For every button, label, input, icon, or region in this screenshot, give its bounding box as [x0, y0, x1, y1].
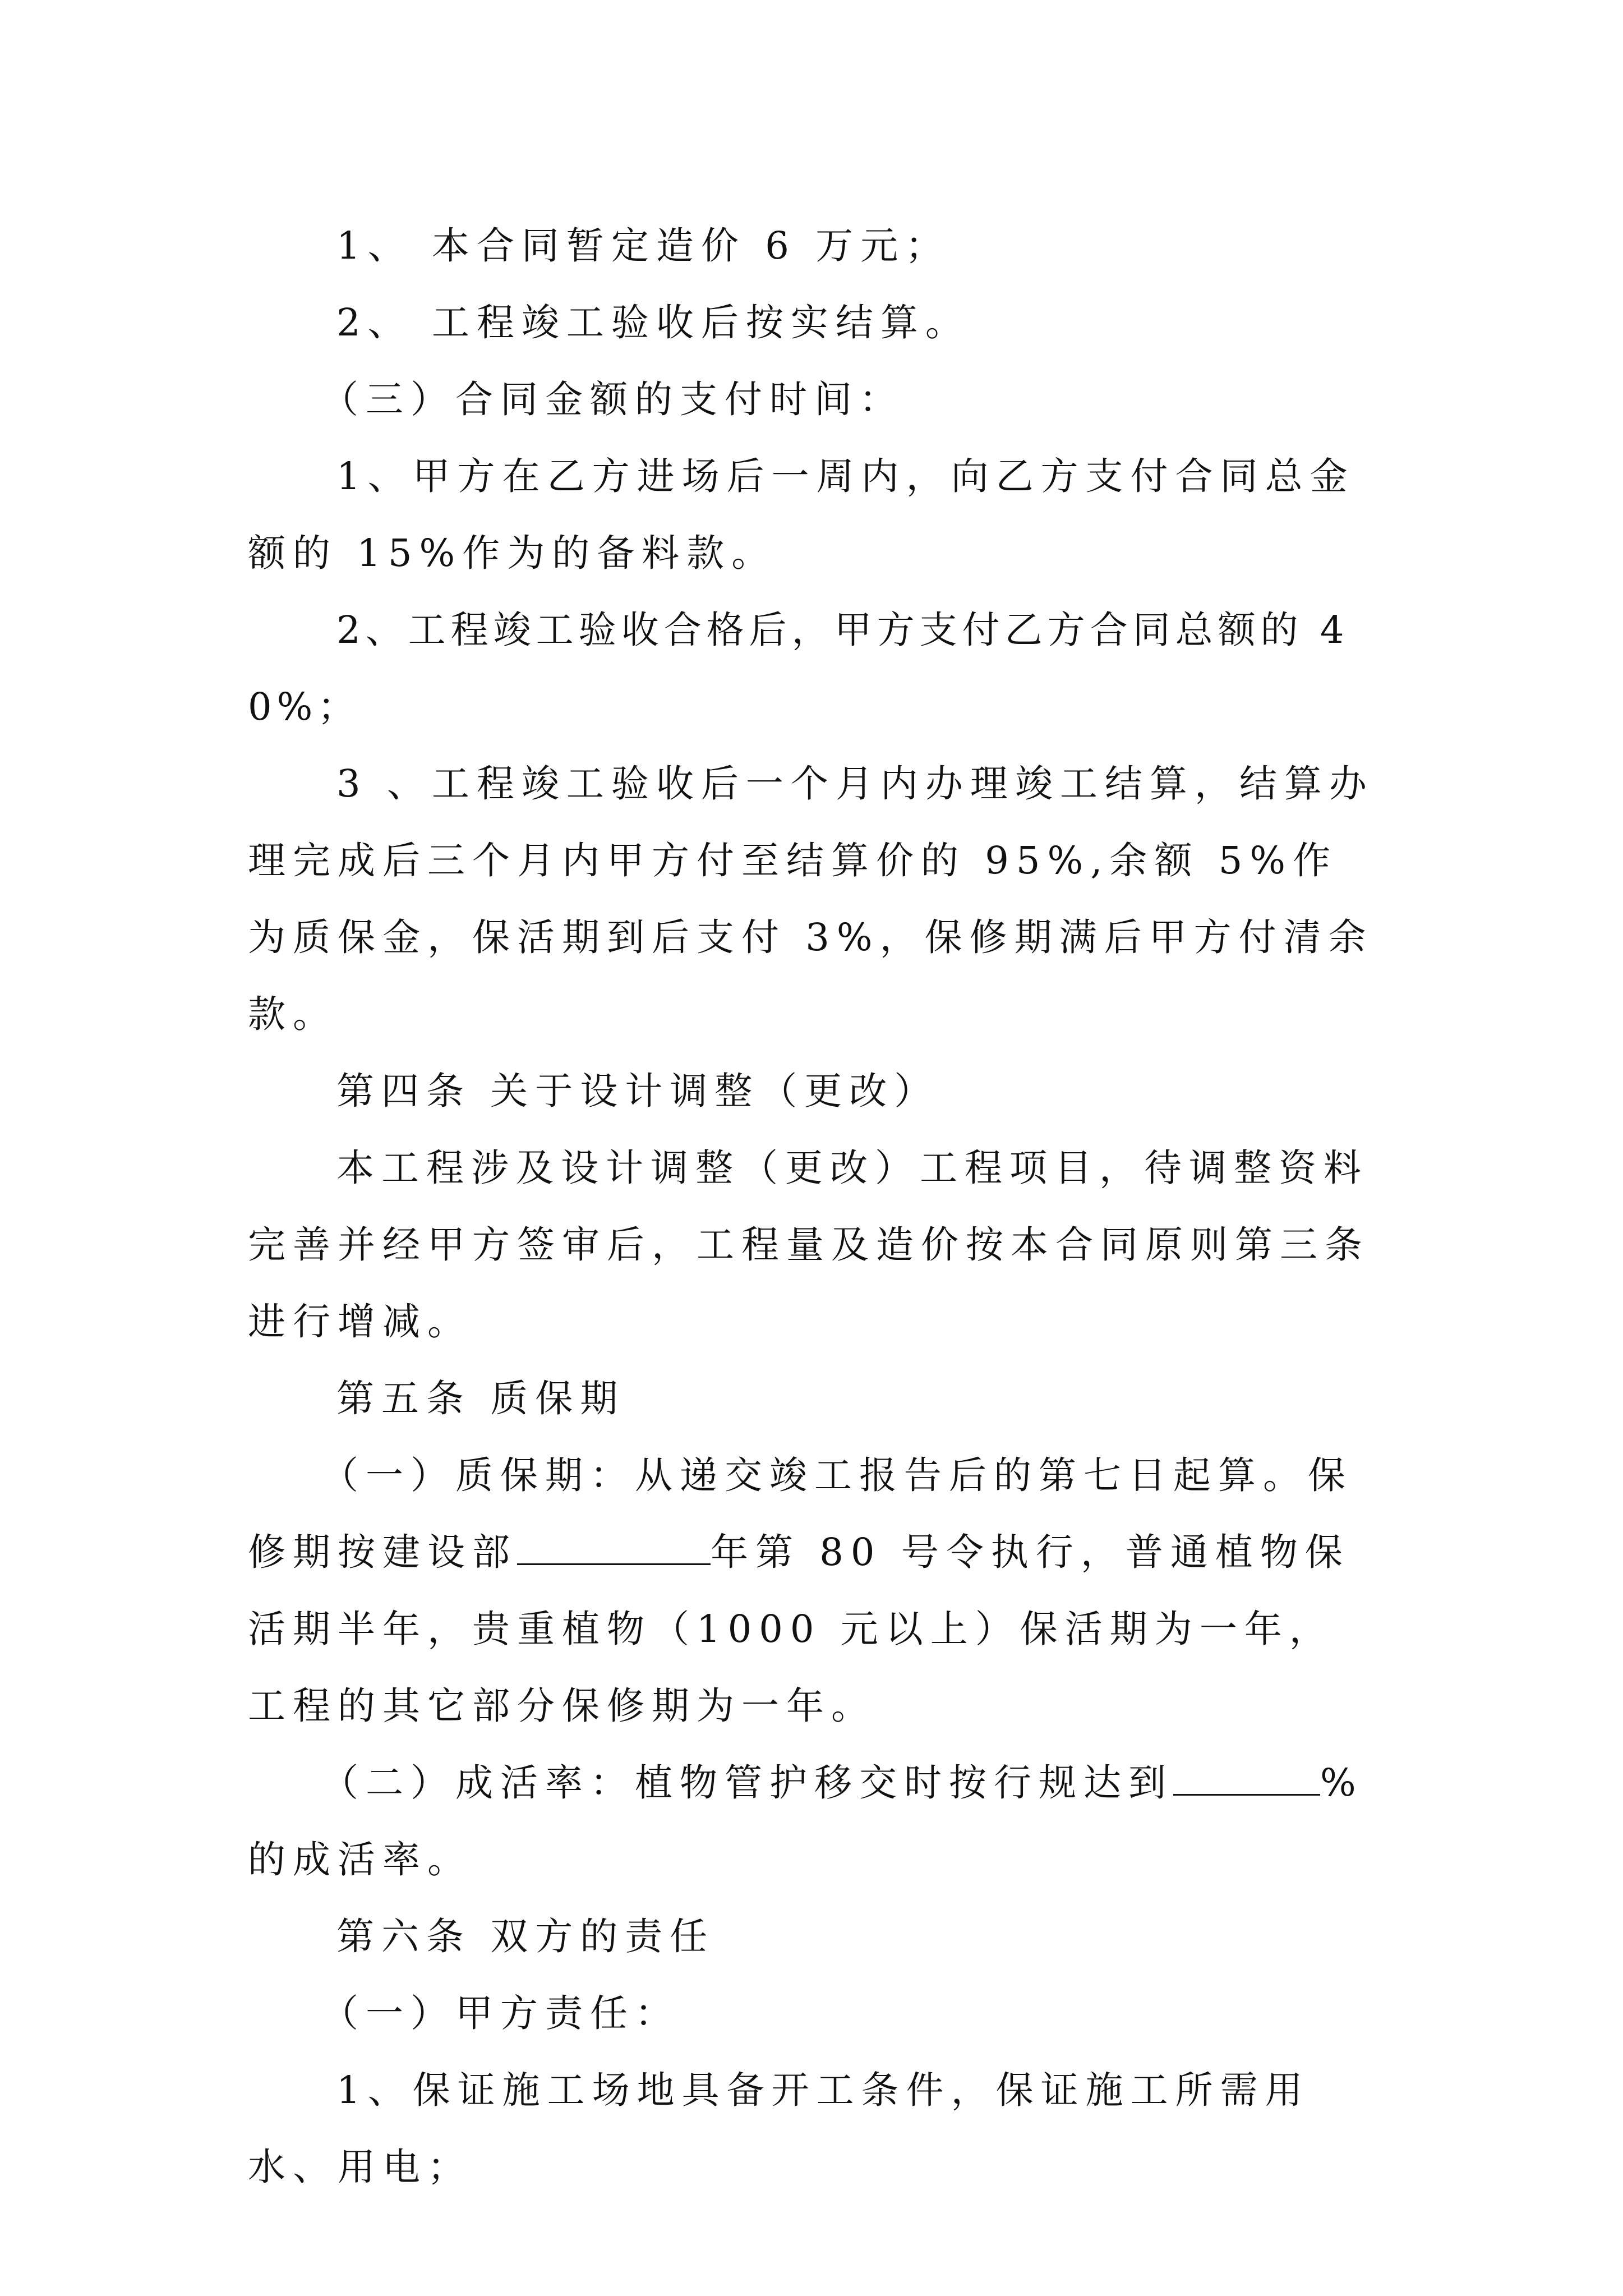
paragraph-advance-payment: 1、甲方在乙方进场后一周内，向乙方支付合同总金额的 15%作为的备料款。 — [248, 454, 1355, 575]
article-four-heading: 第四条 关于设计调整（更改） — [336, 1069, 939, 1113]
paragraph-settlement-terms: 3 、工程竣工验收后一个月内办理竣工结算，结算办理完成后三个月内甲方付至结算价的 95%,余额 5%作为质保金，保活期到后支付 3%，保修期满后甲方付清余款。 — [248, 762, 1374, 1036]
article-six-heading: 第六条 双方的责任 — [336, 1915, 715, 1958]
paragraph-survival-rate — [248, 1745, 1375, 1898]
section-payment-time: （三）合同金额的支付时间： — [321, 378, 904, 421]
paragraph-warranty-period — [248, 1437, 1375, 1745]
survival-text-after: %的成活率。 — [248, 1761, 1363, 1881]
warranty-text-before: （一）质保期：从递交竣工报告后的第七日起算。保修期按建设部 — [248, 1453, 1353, 1574]
paragraph-site-conditions: 1、保证施工场地具备开工条件，保证施工所需用水、用电； — [248, 2068, 1310, 2189]
blank-field-percentage — [1173, 1761, 1320, 1796]
document-body — [248, 208, 1375, 2206]
paragraph-acceptance-payment: 2、工程竣工验收合格后，甲方支付乙方合同总额的 40%； — [248, 608, 1349, 729]
blank-field-year — [517, 1531, 711, 1565]
survival-text-before: （二）成活率：植物管护移交时按行规达到 — [321, 1761, 1173, 1805]
article-five-heading: 第五条 质保期 — [336, 1377, 625, 1420]
paragraph-provisional-price: 1、 本合同暂定造价 6 万元； — [336, 224, 951, 268]
section-party-a-duties: （一）甲方责任： — [321, 1991, 680, 2035]
paragraph-design-adjustment: 本工程涉及设计调整（更改）工程项目，待调整资料完善并经甲方签审后，工程量及造价按本合同原则第三条进行增减。 — [248, 1146, 1370, 1343]
warranty-text-after: 年第 80 号令执行，普通植物保活期半年，贵重植物（1000 元以上）保活期为一年，工程的其它部分保修期为一年。 — [248, 1530, 1350, 1728]
paragraph-final-settlement: 2、 工程竣工验收后按实结算。 — [336, 301, 970, 344]
